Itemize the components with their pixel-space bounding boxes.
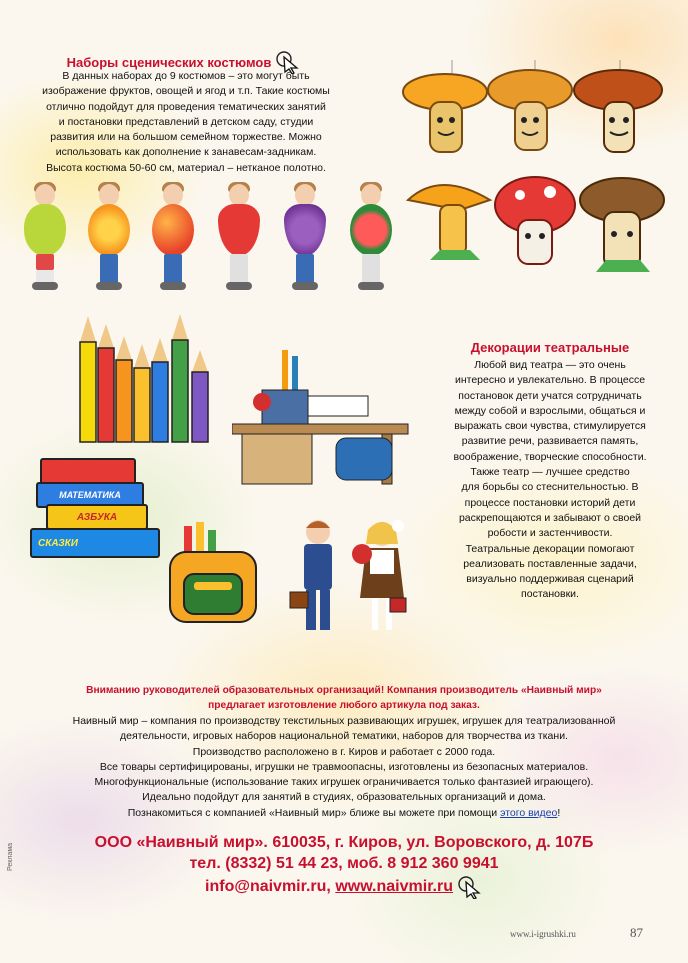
- decorations-title: Декорации театральные: [470, 340, 630, 355]
- notice-block: [20, 683, 668, 714]
- notice-line: Вниманию руководителей образовательных организаций! Компания производитель «Наивный мир»: [86, 685, 602, 696]
- mushroom-icon: [580, 178, 664, 272]
- decorations-line: выражать свои чувства, стимулируется: [454, 420, 646, 433]
- books-stack-image: [30, 458, 150, 568]
- decorations-line: развитие речи, развивается память,: [461, 435, 639, 448]
- pencil-icon: [98, 324, 114, 442]
- contacts-web-line: [14, 875, 674, 899]
- decorations-line: Театральные декорации помогают: [465, 542, 635, 555]
- costumes-line: Высота костюма 50-60 см, материал – нетканое полотно.: [46, 161, 326, 174]
- decorations-line: визуально поддерживая сценарий: [466, 573, 634, 586]
- decorations-line: процессе постановки историй дети: [464, 496, 636, 509]
- decorations-line: между собой и взрослыми, общаться и: [454, 404, 646, 417]
- company-site-link[interactable]: www.naivmir.ru: [335, 878, 453, 895]
- about-last-prefix: Познакомиться с компанией «Наивный мир» ближе вы можете при помощи: [127, 806, 501, 819]
- footer-site: www.i-igrushki.ru: [510, 929, 576, 939]
- decorations-line: Также театр — лучшее средство: [470, 466, 630, 479]
- book-fairy-tales: СКАЗКИ: [30, 528, 160, 558]
- book-math: МАТЕМАТИКА: [36, 482, 144, 508]
- contact-email[interactable]: info@naivmir.ru: [205, 878, 327, 895]
- pencil-icon: [192, 350, 208, 442]
- about-block: [14, 714, 674, 821]
- video-link[interactable]: этого видео: [500, 806, 558, 819]
- orange-costume-image: [86, 184, 132, 292]
- costumes-line: развития или на большом семейном торжестве. Можно: [50, 131, 322, 144]
- pencil-icon: [172, 314, 188, 442]
- apple-icon: [253, 393, 271, 411]
- decorations-line: постановки.: [521, 588, 579, 601]
- notice-line: предлагает изготовление любого артикула под заказ.: [208, 700, 480, 712]
- costumes-line: и постановки представлений в детском саду, студии: [58, 115, 314, 128]
- schoolgirl-icon: [352, 520, 406, 630]
- decorations-line: воображение, творческие способности.: [453, 450, 647, 463]
- about-line: Идеально подойдут для занятий в студиях, образовательных организаций и дома.: [142, 791, 546, 804]
- mushroom-decorations-image: [400, 60, 670, 290]
- about-last-suffix: !: [557, 806, 561, 819]
- mushroom-icon: [408, 185, 490, 260]
- pencil-icon: [152, 338, 168, 442]
- company-address: ООО «Наивный мир». 610035, г. Киров, ул. Воровского, д. 107Б: [94, 834, 594, 851]
- decorations-line: интересно и увлекательно. В процессе: [454, 374, 646, 387]
- decorations-line: робости и застенчивости.: [487, 527, 613, 540]
- costumes-title: Наборы сценических костюмов: [66, 54, 272, 70]
- about-line: деятельности, игровых наборов национальной тематики, наборов для творчества из ткани.: [120, 730, 568, 743]
- decorations-line: раскрепощаются и забывают о своей: [458, 511, 642, 524]
- mushroom-icon: [488, 60, 572, 150]
- mushroom-icon: [495, 177, 575, 264]
- decorations-line: реализовать поставленные задачи,: [463, 557, 637, 570]
- costume-kids-row: [22, 184, 372, 294]
- about-line: Наивный мир – компания по производству текстильных развивающих игрушек, игрушек для театрализованной: [72, 715, 616, 727]
- school-desk-image: [232, 350, 412, 490]
- decorations-section: [440, 340, 660, 603]
- mushroom-icon: [403, 60, 487, 152]
- strawberry-costume-image: [216, 184, 262, 292]
- about-line: Все товары сертифицированы, игрушки не травмоопасны, изготовлены из безопасных материалов.: [99, 760, 589, 773]
- costumes-description: [24, 69, 348, 176]
- pear-costume-image: [22, 184, 68, 292]
- costumes-line: изображение фруктов, овощей и ягод и т.п. Такие костюмы: [42, 85, 330, 98]
- contact-separator: ,: [326, 878, 336, 895]
- watermelon-costume-image: [348, 184, 394, 292]
- book-alphabet: АЗБУКА: [46, 504, 148, 530]
- apple-costume-image: [150, 184, 196, 292]
- about-line: Производство расположено в г. Киров и работает с 2000 года.: [192, 745, 496, 758]
- costumes-line: В данных наборах до 9 костюмов – это могут быть: [62, 70, 310, 82]
- grape-costume-image: [282, 184, 328, 292]
- contacts-block: [14, 832, 674, 899]
- company-phones: тел. (8332) 51 44 23, моб. 8 912 360 9941: [189, 855, 499, 872]
- page-number: 87: [630, 925, 643, 940]
- pencil-icon: [80, 316, 96, 442]
- schoolboy-icon: [290, 520, 332, 630]
- decorations-line: постановок дети учатся сотрудничать: [458, 389, 642, 402]
- mushroom-icon: [574, 60, 662, 152]
- cursor-icon[interactable]: [457, 875, 483, 899]
- decorations-line: для борьбы со стеснительностью. В: [461, 481, 639, 494]
- pencil-icon: [116, 336, 132, 442]
- pencils-image: [78, 312, 218, 444]
- ad-label: Реклама: [7, 842, 14, 872]
- pencil-icon: [134, 344, 150, 442]
- backpack-image: [160, 520, 270, 630]
- schoolchildren-image: [286, 510, 416, 640]
- costumes-line: отлично подойдут для проведения тематических занятий: [46, 100, 326, 113]
- costumes-line: использовать как дополнение к занавесам-задникам.: [55, 146, 317, 159]
- about-line: Многофункциональные (использование таких игрушек ограничивается только фантазией играющего).: [94, 776, 594, 789]
- about-last-line: [14, 806, 674, 821]
- decorations-line: Любой вид театра — это очень: [474, 359, 626, 371]
